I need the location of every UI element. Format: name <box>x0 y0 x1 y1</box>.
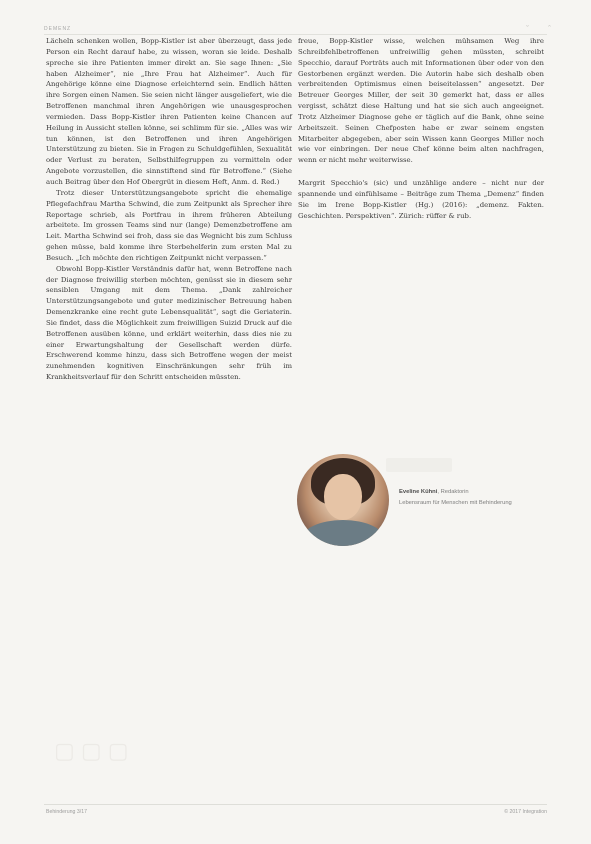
body-paragraph: freue, Bopp-Kistler wisse, welchen mühsamen Weg ihre Schreibfehlbetroffenen unfreiwillig gehen müssten, schreibt Specchio, darauf Porträts auch mit Informationen über oder von den Gestorbenen ergänzt werden. Die Autorin habe sich deshalb oben verbreitenden Optimismus einen beiseitelassen“ angesetzt. Der Betreuer Georges Miller, der seit 30 gemerkt hat, dass er alles vergisst, schätzt diese Haltung und hat sie sich auch angeeignet. Trotz Alzheimer Diagnose gehe er täglich auf die Bank, ohne seine Arbeitszeit. Seinen Chefposten habe er zwar seinem engsten Mitarbeiter abgegeben, aber sein Wissen kann Georges Miller noch wie vor einbringen. Der neue Chef könne beim alten nachfragen, wenn er nicht mehr weiterwisse. <box>298 37 544 165</box>
article-column-right <box>298 36 544 222</box>
author-affiliation: Lebensraum für Menschen mit Behinderung <box>399 500 512 506</box>
author-caption: Eveline Kühni, Redaktorin Lebensraum für Menschen mit Behinderung <box>399 489 512 506</box>
author-box <box>297 454 547 549</box>
author-name: Eveline Kühni <box>399 489 438 495</box>
body-paragraph: Lächeln schenken wollen, Bopp-Kistler ist aber überzeugt, dass jede Person ein Recht darauf habe, zu wissen, woran sie leide. Deshalb spreche sie ihre Patienten immer direkt an. Sie sage Ihnen: „Sie haben Alzheimer“, nie „Ihre Frau hat Alzheimer“. Auch für Angehörige könne eine Diagnose erleichternd sein. Endlich hätten ihre Sorgen einen Namen. Sie seien nicht länger ausgeliefert, wie die Betroffenen manchmal ihren Angehörigen wie unausgesprochen vermieden. Dass Bopp-Kistler ihren Patienten keine Chancen auf Heilung in Aussicht stellen könne, sei schlimm für sie. „Alles was wir tun können, ist den Betroffenen und ihren Angehörigen Unterstützung zu bieten. Sie in Fragen zu Schuldgefühlen, Sexualität oder Verlust zu beraten, Selbsthilfegruppen zu vermitteln oder Angebote vorzustellen, die sinnstiftend sind für Betroffene.“ (Siehe auch Beitrag über den Hof Obergrüt in diesem Heft, Anm. d. Red.) <box>46 37 292 186</box>
header-divider <box>44 34 547 35</box>
article-column-left <box>46 36 292 383</box>
book-reference-paragraph: Margrit Specchio's (sic) und unzählige andere – nicht nur der spannende und einfühlsame – Beiträge zum Thema „Demenz“ finden Sie im Irene Bopp-Kistler (Hg.) (2016): „demenz. Fakten. Geschichten. Perspektiven“. Zürich: rüffer & rub. <box>298 179 544 220</box>
author-portrait <box>297 454 389 546</box>
faded-watermark: ▢ ▢ ▢ <box>54 738 129 763</box>
body-paragraph: Obwohl Bopp-Kistler Verständnis dafür hat, wenn Betroffene nach der Diagnose freiwillig sterben möchten, genüsst sie in diesem sehr sensiblen Umgang mit dem Thema. „Dank zahlreicher Unterstützungsangebote und guter medizinischer Betreuung haben Demenzkranke eine recht gute Lebensqualität“, sagt die Geriaterin. Sie findet, dass die Möglichkeit zum freiwilligen Suizid Druck auf die Betroffenen ausüben könne, und erklärt weiterhin, dass dies nie zu einer Erwartungshaltung der Gesellschaft werden dürfe. Erschwerend komme hinzu, dass sich Betroffene wegen der meist zunehmenden kognitiven Einschränkungen sehr früh im Krankheitsverlauf für den Schritt entscheiden müssten. <box>46 264 292 382</box>
author-role: Redaktorin <box>440 489 469 495</box>
footer-issue: Behinderung 3/17 <box>46 809 87 815</box>
page-corner-mark: ˇ <box>526 24 529 34</box>
body-paragraph: Trotz dieser Unterstützungsangebote spricht die ehemalige Pflegefachfrau Martha Schwind, die zum Zeitpunkt als Sprecher ihre Reportage schrieb, als Portfrau in ihrem früheren Abteilung arbeitete. Im grossen Teams sind nur (lange) Demenzbetroffene am Leit. Martha Schwind sei froh, dass sie das Wegnicht bis zum Schluss gehen müsse, bald komme ihre Sterbehelferin zum ersten Mal zu Besuch. „Ich möchte den richtigen Zeitpunkt nicht verpassen.“ <box>46 188 292 262</box>
footer-copyright: © 2017 Integration <box>504 809 547 815</box>
running-head: DEMENZ <box>44 26 72 32</box>
page-corner-mark: ˆ <box>548 24 551 34</box>
footer-divider <box>44 804 547 805</box>
